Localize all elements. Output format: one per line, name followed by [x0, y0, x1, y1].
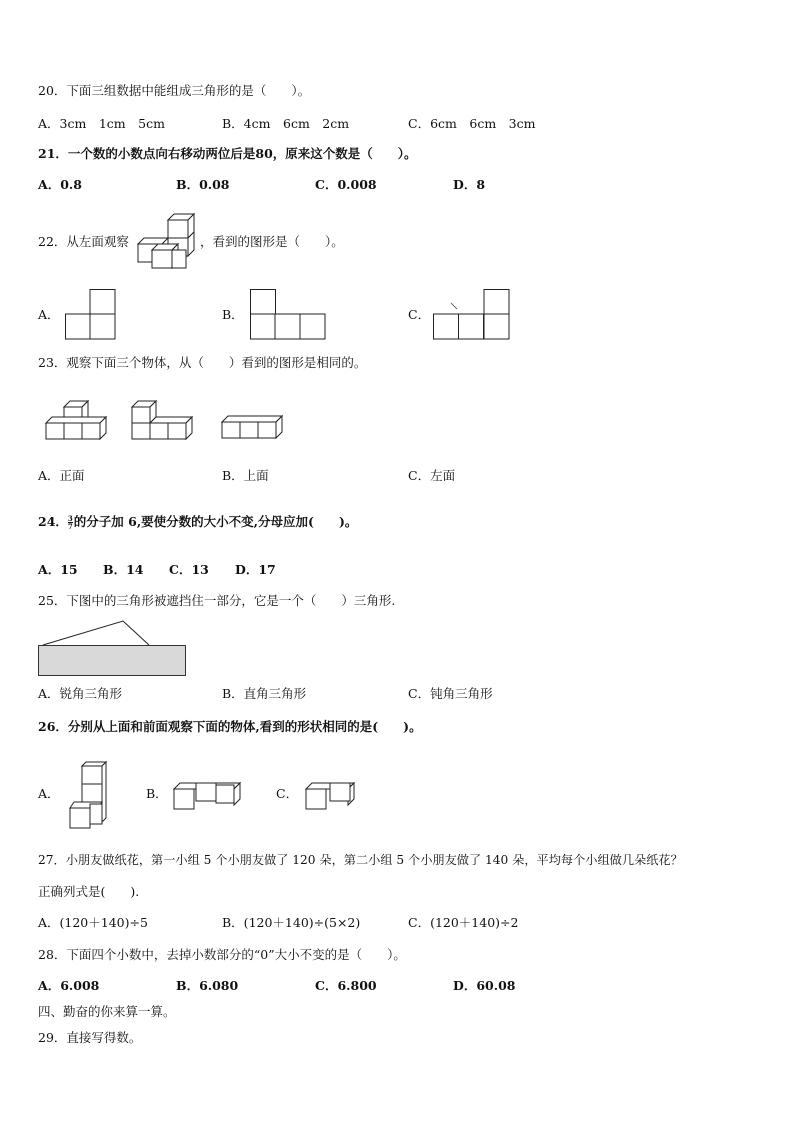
section-heading: 四、勤奋的你来算一算。 — [38, 1004, 176, 1019]
q29-stem: 29．直接写得数。 — [38, 1030, 142, 1045]
q25-option-c[interactable]: C．钝角三角形 — [408, 686, 493, 701]
q23-stem: 23．观察下面三个物体，从（ ）看到的图形是相同的。 — [38, 355, 367, 370]
q24-option-c[interactable]: C．13 — [169, 562, 209, 577]
q27-option-c[interactable]: C．(120＋140)÷2 — [408, 915, 519, 930]
q27-option-a[interactable]: A．(120＋140)÷5 — [38, 915, 148, 930]
q26-option-c[interactable]: C． — [276, 786, 299, 801]
q24-option-a[interactable]: A．15 — [38, 562, 78, 577]
q24-stem: 24． $\frac{3}{7}$ 的分子加 6,要使分数的大小不变,分母应加( )。 — [38, 514, 358, 531]
q23-object-1 — [44, 397, 108, 445]
q22-solid-figure — [136, 210, 200, 272]
q22-option-b[interactable]: B． — [222, 307, 244, 322]
q22-stem-start: 22．从左面观察 — [38, 234, 129, 249]
q27-stem-line2: 正确列式是( ). — [38, 884, 140, 899]
q28-option-a[interactable]: A．6.008 — [38, 978, 100, 993]
q26-option-b[interactable]: B． — [146, 786, 168, 801]
q21-option-b[interactable]: B．0.08 — [176, 177, 230, 192]
q28-stem: 28．下面四个小数中，去掉小数部分的“0”大小不变的是（ ）。 — [38, 947, 406, 962]
q24-option-d[interactable]: D．17 — [235, 562, 276, 577]
q20-option-c[interactable]: C．6cm 6cm 3cm — [408, 116, 536, 131]
q28-option-c[interactable]: C．6.800 — [315, 978, 377, 993]
q25-option-b[interactable]: B．直角三角形 — [222, 686, 307, 701]
q21-stem: 21．一个数的小数点向右移动两位后是80，原来这个数是（ ）。 — [38, 146, 417, 161]
q27-stem: 27．小朋友做纸花，第一小组 5 个小朋友做了 120 朵，第二小组 5 个小朋友做了 140 朵，平均每个小组做几朵纸花？ — [38, 853, 683, 867]
q26-option-a[interactable]: A． — [38, 786, 60, 801]
q22-option-c[interactable]: C． — [408, 307, 431, 322]
q23-object-3 — [220, 412, 286, 446]
q28-option-b[interactable]: B．6.080 — [176, 978, 239, 993]
q23-option-a[interactable]: A．正面 — [38, 468, 85, 483]
q22-option-a[interactable]: A． — [38, 307, 60, 322]
q26-option-c-figure — [304, 779, 356, 813]
q20-stem: 20．下面三组数据中能组成三角形的是（ ）。 — [38, 83, 311, 98]
q25-stem: 25．下图中的三角形被遮挡住一部分，它是一个（ ）三角形. — [38, 593, 396, 608]
q22-option-a-figure — [65, 289, 117, 341]
q23-option-b[interactable]: B．上面 — [222, 468, 269, 483]
q23-object-2 — [130, 397, 196, 445]
q24-option-b[interactable]: B．14 — [103, 562, 144, 577]
q26-option-b-figure — [172, 779, 242, 813]
q27-option-b[interactable]: B．(120＋140)÷(5×2) — [222, 915, 361, 930]
q26-stem: 26．分别从上面和前面观察下面的物体,看到的形状相同的是( )。 — [38, 719, 422, 734]
q21-option-c[interactable]: C．0.008 — [315, 177, 377, 192]
q25-option-a[interactable]: A．锐角三角形 — [38, 686, 123, 701]
q25-hidden-triangle-figure — [37, 619, 189, 679]
q20-option-b[interactable]: B．4cm 6cm 2cm — [222, 116, 350, 131]
fraction: $\frac{3}{7}$ — [67, 514, 73, 531]
q20-option-a[interactable]: A．3cm 1cm 5cm — [38, 116, 165, 131]
q21-option-d[interactable]: D．8 — [453, 177, 486, 192]
q21-option-a[interactable]: A．0.8 — [38, 177, 82, 192]
q26-option-a-figure — [68, 758, 112, 834]
q28-option-d[interactable]: D．60.08 — [453, 978, 516, 993]
q22-option-b-figure — [250, 289, 326, 341]
q22-option-c-figure — [433, 289, 511, 341]
q22-stem-end: ，看到的图形是（ ）。 — [200, 234, 344, 249]
q23-option-c[interactable]: C．左面 — [408, 468, 456, 483]
